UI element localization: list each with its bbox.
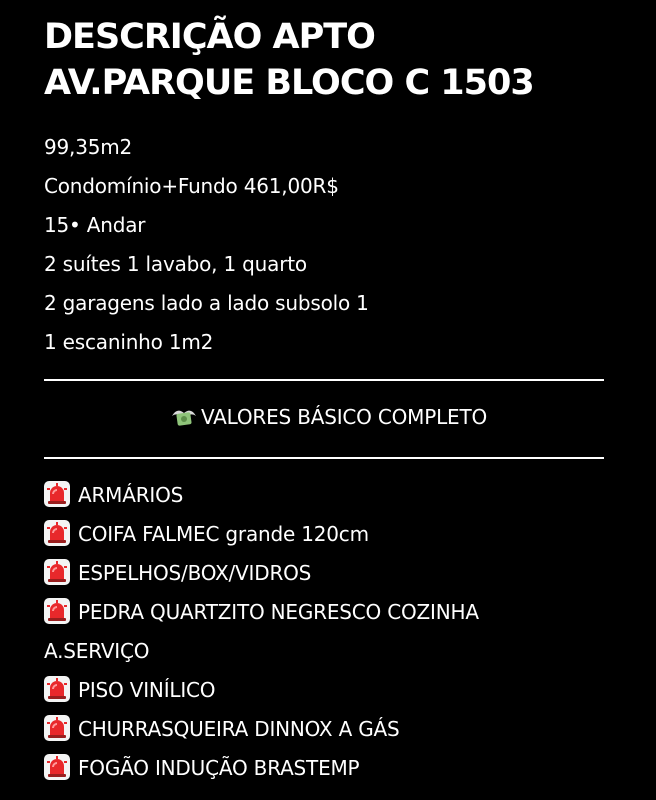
list-item xyxy=(44,476,644,515)
list-item xyxy=(44,671,644,710)
list-item xyxy=(44,749,644,788)
police-siren-icon xyxy=(44,754,70,780)
list-item-label: PISO VINÍLICO xyxy=(78,678,216,702)
page-title xyxy=(44,14,644,106)
spec-garages: 2 garagens lado a lado subsolo 1 xyxy=(44,291,369,315)
police-siren-icon xyxy=(44,715,70,741)
list-item-label: FOGÃO INDUÇÃO BRASTEMP xyxy=(78,756,360,780)
section-heading-text: VALORES BÁSICO COMPLETO xyxy=(200,405,488,429)
police-siren-icon xyxy=(44,598,70,624)
spec-condominium: Condomínio+Fundo 461,00R$ xyxy=(44,174,339,198)
list-item-label: COIFA FALMEC grande 120cm xyxy=(78,522,369,546)
title-line-2: AV.PARQUE BLOCO C 1503 xyxy=(44,63,534,103)
police-siren-icon xyxy=(44,520,70,546)
section-heading xyxy=(0,398,656,436)
list-item xyxy=(44,515,644,554)
list-item-label: PEDRA QUARTZITO NEGRESCO COZINHA xyxy=(78,600,479,624)
list-item-label: ESPELHOS/BOX/VIDROS xyxy=(78,561,312,585)
divider-bottom xyxy=(44,457,604,459)
list-item xyxy=(44,710,644,749)
police-siren-icon xyxy=(44,559,70,585)
list-item xyxy=(44,593,644,632)
spec-floor: 15• Andar xyxy=(44,213,146,237)
list-item-continuation: A.SERVIÇO xyxy=(44,639,150,663)
money-with-wings-icon xyxy=(169,403,199,429)
title-line-1: DESCRIÇÃO APTO xyxy=(44,17,375,57)
police-siren-icon xyxy=(44,676,70,702)
police-siren-icon xyxy=(44,481,70,507)
spec-storage: 1 escaninho 1m2 xyxy=(44,330,214,354)
divider-top xyxy=(44,379,604,381)
list-item-label: CHURRASQUEIRA DINNOX A GÁS xyxy=(78,717,400,741)
list-item xyxy=(44,554,644,593)
spec-rooms: 2 suítes 1 lavabo, 1 quarto xyxy=(44,252,307,276)
list-item-label: ARMÁRIOS xyxy=(78,483,184,507)
included-items-list xyxy=(44,476,644,788)
spec-area: 99,35m2 xyxy=(44,135,133,159)
spec-list xyxy=(44,128,644,362)
